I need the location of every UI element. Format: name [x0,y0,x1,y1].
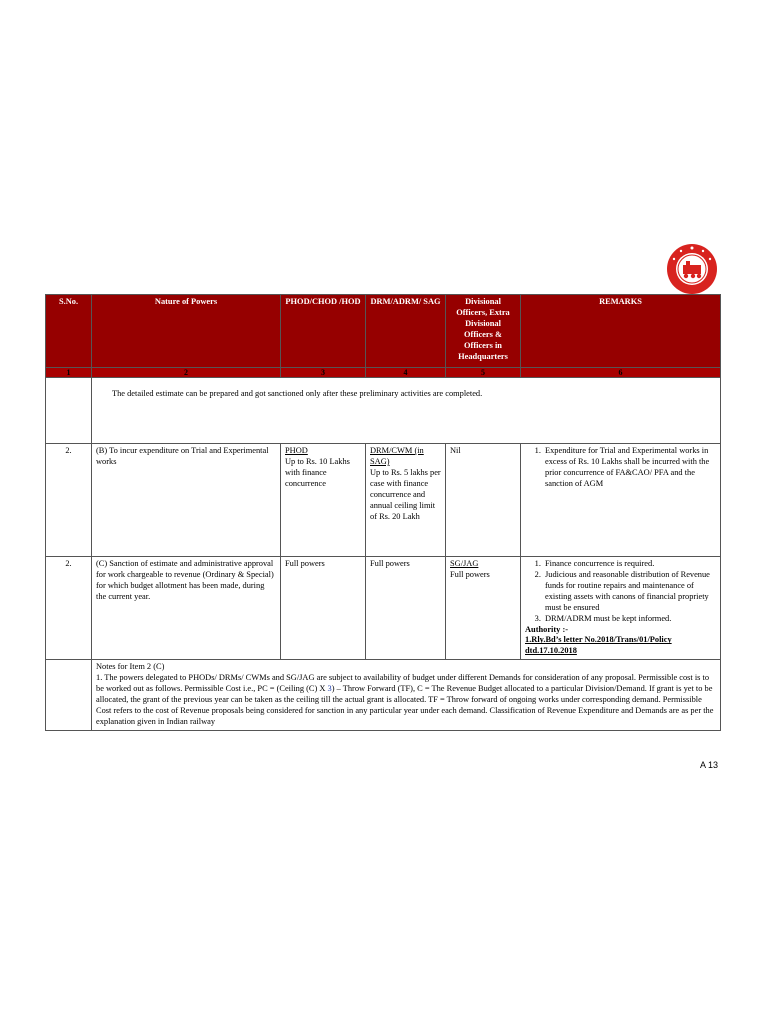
header-phod: PHOD/CHOD /HOD [281,295,366,368]
notes-text-part: ) – Throw Forward (TF), C = The Revenue Budget allocated to a particular Division/Demand. If grant is yet to be allocated, the grant of the previous year can be taken as the ceiling till the actual grant is allocated. TF = Throw forward of ongoing works under corresponding demand. Permissible Cost refers to the cost of Revenue proposals being considered for sanction in any particular year under each demand. Classification of Revenue Expenditure and Demands are as per the explanation given in Indian railway [96,684,714,726]
drm-heading: DRM/CWM (in SAG) [370,446,424,466]
header-row [46,295,721,368]
header-drm: DRM/ADRM/ SAG [366,295,446,368]
row-divisional [446,557,521,660]
row-remarks [521,557,721,660]
authority-text: 1.Rly.Bd’s letter No.2018/Trans/01/Policy dtd.17.10.2018 [525,635,672,656]
row-phod [281,444,366,557]
row-sno: 2. [46,557,92,660]
table-row [46,444,721,557]
page-number: A 13 [700,760,719,770]
column-number: 2 [92,368,281,378]
column-number: 3 [281,368,366,378]
notes-cell [92,660,721,731]
table-row [46,557,721,660]
delegation-of-powers-table [45,294,721,731]
indian-railways-logo [666,243,718,295]
column-number: 4 [366,368,446,378]
row-nature: (B) To incur expenditure on Trial and Experimental works [92,444,281,557]
row-remarks [521,444,721,557]
remarks-list [525,446,716,490]
remark-item: 1. Finance concurrence is required. [543,559,716,570]
divisional-text: Full powers [450,569,490,579]
remark-item: 3. DRM/ADRM must be kept informed. [543,614,716,625]
header-nature-of-powers: Nature of Powers [92,295,281,368]
authority-label: Authority :- [525,624,569,634]
column-number: 6 [521,368,721,378]
notes-text-part: 1. The powers delegated to PHODs/ DRMs/ CWMs and SG/JAG are subject to availability of budget under different Demands for consideration of any proposal. Permissible cost is to be worked out as follows. Permissible Cost i.e., PC = (Ceiling (C) X [96,673,710,694]
notes-row [46,660,721,731]
row-sno: 2. [46,444,92,557]
remark-item: 1. Expenditure for Trial and Experimental works in excess of Rs. 10 Lakhs shall be incurred with the prior concurrence of FA&CAO/ PFA and the sanction of AGM [543,446,716,490]
phod-heading: PHOD [285,446,308,455]
column-number: 1 [46,368,92,378]
remark-item: 2. Judicious and reasonable distribution of Revenue funds for routine repairs and maintenance of existing assets with canons of financial propriety must be ensured [543,570,716,614]
column-number-row [46,368,721,378]
preliminary-text: The detailed estimate can be prepared and got sanctioned only after these preliminary activities are completed. [92,378,721,444]
remarks-list [525,559,716,625]
phod-text: Up to Rs. 10 Lakhs with finance concurrence [285,456,350,488]
row-divisional: Nil [446,444,521,557]
header-sno: S.No. [46,295,92,368]
row-drm [366,444,446,557]
row-phod: Full powers [281,557,366,660]
empty-sno-cell [46,660,92,731]
drm-text: Up to Rs. 5 lakhs per case with finance concurrence and annual ceiling limit of Rs. 20 Lakh [370,467,441,521]
row-drm: Full powers [366,557,446,660]
notes-superscript-number: 3 [327,684,332,694]
row-nature: (C) Sanction of estimate and administrative approval for work chargeable to revenue (Ordinary & Special) for which budget allotment has been made, during the current year. [92,557,281,660]
preliminary-row [46,378,721,444]
notes-text [96,673,716,728]
column-number: 5 [446,368,521,378]
header-remarks: REMARKS [521,295,721,368]
empty-sno-cell [46,378,92,444]
header-divisional-officers: Divisional Officers, Extra Divisional Officers & Officers in Headquarters [446,295,521,368]
divisional-heading: SG/JAG [450,559,479,568]
notes-title: Notes for Item 2 (C) [96,662,165,672]
